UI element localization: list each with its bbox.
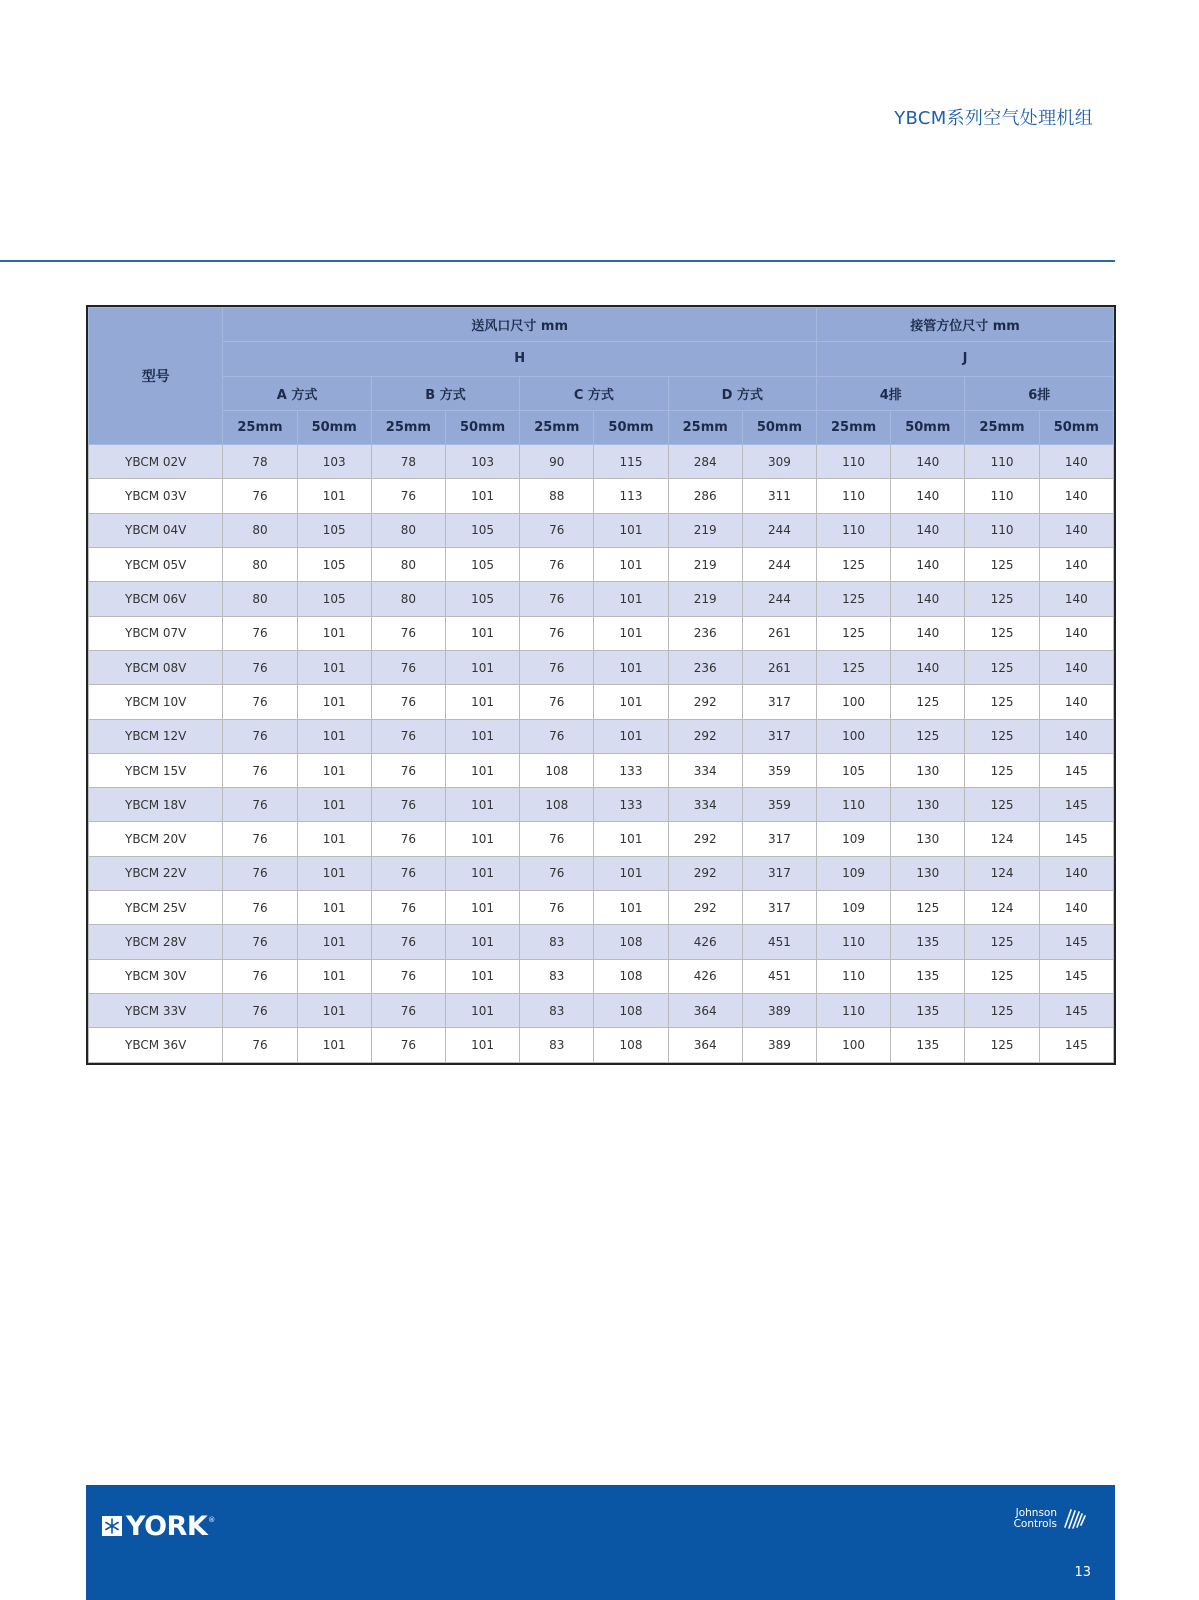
value-cell: 364: [668, 993, 742, 1027]
york-logo: [102, 1510, 216, 1542]
value-cell: 140: [1039, 513, 1113, 547]
value-cell: 105: [297, 548, 371, 582]
value-cell: 140: [1039, 685, 1113, 719]
value-cell: 124: [965, 822, 1039, 856]
value-cell: 219: [668, 513, 742, 547]
value-cell: 76: [371, 925, 445, 959]
value-cell: 286: [668, 479, 742, 513]
value-cell: 451: [742, 925, 816, 959]
value-cell: 125: [965, 548, 1039, 582]
value-cell: 109: [817, 822, 891, 856]
value-cell: 135: [891, 993, 965, 1027]
value-cell: 101: [594, 822, 668, 856]
value-cell: 76: [223, 993, 297, 1027]
value-cell: 101: [446, 891, 520, 925]
value-cell: 78: [223, 445, 297, 479]
value-cell: 101: [446, 788, 520, 822]
value-cell: 317: [742, 685, 816, 719]
table-row: [89, 1028, 1114, 1062]
value-cell: 101: [297, 891, 371, 925]
value-cell: 101: [446, 1028, 520, 1062]
value-cell: 76: [520, 822, 594, 856]
value-cell: 135: [891, 925, 965, 959]
value-cell: 292: [668, 719, 742, 753]
value-cell: 125: [965, 650, 1039, 684]
value-cell: 334: [668, 788, 742, 822]
value-cell: 133: [594, 788, 668, 822]
thickness-header: 25mm: [668, 410, 742, 444]
value-cell: 317: [742, 822, 816, 856]
value-cell: 101: [297, 650, 371, 684]
value-cell: 80: [223, 513, 297, 547]
h-subheader: H: [223, 342, 817, 376]
value-cell: 101: [297, 616, 371, 650]
thickness-header: 50mm: [297, 410, 371, 444]
value-cell: 83: [520, 925, 594, 959]
value-cell: 83: [520, 959, 594, 993]
value-cell: 101: [446, 856, 520, 890]
model-cell: YBCM 06V: [89, 582, 223, 616]
value-cell: 110: [817, 959, 891, 993]
value-cell: 76: [371, 753, 445, 787]
table-row: [89, 582, 1114, 616]
value-cell: 140: [1039, 582, 1113, 616]
value-cell: 125: [965, 1028, 1039, 1062]
value-cell: 76: [520, 582, 594, 616]
value-cell: 103: [446, 445, 520, 479]
value-cell: 101: [594, 856, 668, 890]
value-cell: 76: [371, 719, 445, 753]
value-cell: 364: [668, 1028, 742, 1062]
value-cell: 101: [446, 685, 520, 719]
value-cell: 76: [223, 753, 297, 787]
value-cell: 125: [965, 582, 1039, 616]
johnson-controls-mark-icon: [1061, 1507, 1087, 1531]
value-cell: 292: [668, 685, 742, 719]
value-cell: 108: [520, 753, 594, 787]
value-cell: 105: [817, 753, 891, 787]
thickness-header: 25mm: [371, 410, 445, 444]
table-row: [89, 479, 1114, 513]
table-row: [89, 788, 1114, 822]
value-cell: 76: [371, 891, 445, 925]
value-cell: 140: [891, 650, 965, 684]
dimension-table: [86, 305, 1116, 1065]
value-cell: 244: [742, 548, 816, 582]
value-cell: 101: [446, 993, 520, 1027]
value-cell: 125: [891, 719, 965, 753]
value-cell: 76: [520, 513, 594, 547]
value-cell: 125: [817, 616, 891, 650]
value-cell: 76: [520, 548, 594, 582]
mode-c-header: C 方式: [520, 376, 668, 410]
value-cell: 140: [1039, 891, 1113, 925]
value-cell: 76: [371, 993, 445, 1027]
model-cell: YBCM 22V: [89, 856, 223, 890]
value-cell: 317: [742, 856, 816, 890]
value-cell: 101: [297, 822, 371, 856]
document-title: YBCM系列空气处理机组: [894, 108, 1093, 129]
value-cell: 101: [297, 479, 371, 513]
value-cell: 125: [965, 788, 1039, 822]
value-cell: 219: [668, 548, 742, 582]
value-cell: 140: [891, 548, 965, 582]
model-cell: YBCM 33V: [89, 993, 223, 1027]
value-cell: 145: [1039, 993, 1113, 1027]
value-cell: 135: [891, 1028, 965, 1062]
value-cell: 110: [965, 513, 1039, 547]
value-cell: 110: [817, 925, 891, 959]
model-cell: YBCM 03V: [89, 479, 223, 513]
value-cell: 125: [817, 548, 891, 582]
value-cell: 125: [965, 959, 1039, 993]
value-cell: 76: [223, 925, 297, 959]
table-row: [89, 445, 1114, 479]
model-cell: YBCM 25V: [89, 891, 223, 925]
value-cell: 76: [371, 822, 445, 856]
value-cell: 76: [223, 959, 297, 993]
value-cell: 76: [223, 1028, 297, 1062]
value-cell: 101: [297, 959, 371, 993]
value-cell: 105: [446, 548, 520, 582]
value-cell: 140: [1039, 548, 1113, 582]
value-cell: 145: [1039, 753, 1113, 787]
value-cell: 130: [891, 856, 965, 890]
value-cell: 145: [1039, 822, 1113, 856]
value-cell: 105: [297, 582, 371, 616]
value-cell: 80: [371, 513, 445, 547]
value-cell: 76: [223, 822, 297, 856]
table-row: [89, 959, 1114, 993]
rows-4-header: 4排: [817, 376, 965, 410]
value-cell: 110: [817, 445, 891, 479]
value-cell: 261: [742, 616, 816, 650]
value-cell: 109: [817, 856, 891, 890]
value-cell: 292: [668, 891, 742, 925]
value-cell: 389: [742, 993, 816, 1027]
table-row: [89, 616, 1114, 650]
value-cell: 389: [742, 1028, 816, 1062]
value-cell: 101: [446, 616, 520, 650]
value-cell: 76: [520, 719, 594, 753]
value-cell: 292: [668, 856, 742, 890]
model-cell: YBCM 28V: [89, 925, 223, 959]
table-row: [89, 650, 1114, 684]
value-cell: 76: [520, 685, 594, 719]
value-cell: 145: [1039, 788, 1113, 822]
model-cell: YBCM 10V: [89, 685, 223, 719]
table-row: [89, 993, 1114, 1027]
value-cell: 101: [446, 925, 520, 959]
model-cell: YBCM 30V: [89, 959, 223, 993]
value-cell: 140: [891, 616, 965, 650]
value-cell: 101: [446, 650, 520, 684]
rows-6-header: 6排: [965, 376, 1114, 410]
value-cell: 101: [297, 685, 371, 719]
value-cell: 76: [371, 685, 445, 719]
value-cell: 110: [817, 513, 891, 547]
model-cell: YBCM 07V: [89, 616, 223, 650]
value-cell: 125: [891, 891, 965, 925]
value-cell: 108: [594, 925, 668, 959]
value-cell: 101: [594, 513, 668, 547]
value-cell: 76: [223, 616, 297, 650]
value-cell: 101: [297, 925, 371, 959]
value-cell: 124: [965, 891, 1039, 925]
thickness-header: 50mm: [1039, 410, 1113, 444]
value-cell: 101: [446, 753, 520, 787]
value-cell: 101: [446, 719, 520, 753]
value-cell: 109: [817, 891, 891, 925]
value-cell: 76: [371, 856, 445, 890]
value-cell: 140: [1039, 616, 1113, 650]
thickness-header: 25mm: [520, 410, 594, 444]
value-cell: 101: [594, 548, 668, 582]
value-cell: 101: [446, 822, 520, 856]
model-cell: YBCM 04V: [89, 513, 223, 547]
page-number: 13: [1074, 1565, 1091, 1580]
table-row: [89, 753, 1114, 787]
model-cell: YBCM 18V: [89, 788, 223, 822]
value-cell: 76: [371, 616, 445, 650]
value-cell: 78: [371, 445, 445, 479]
value-cell: 101: [297, 993, 371, 1027]
model-column-header: 型号: [89, 308, 223, 445]
thickness-header: 50mm: [742, 410, 816, 444]
footer-bar: [86, 1485, 1115, 1600]
value-cell: 309: [742, 445, 816, 479]
value-cell: 334: [668, 753, 742, 787]
thickness-header: 50mm: [594, 410, 668, 444]
value-cell: 110: [965, 479, 1039, 513]
value-cell: 292: [668, 822, 742, 856]
value-cell: 101: [594, 891, 668, 925]
value-cell: 261: [742, 650, 816, 684]
model-cell: YBCM 08V: [89, 650, 223, 684]
value-cell: 130: [891, 753, 965, 787]
table-row: [89, 891, 1114, 925]
value-cell: 115: [594, 445, 668, 479]
value-cell: 110: [817, 788, 891, 822]
value-cell: 140: [891, 513, 965, 547]
value-cell: 108: [594, 1028, 668, 1062]
value-cell: 76: [223, 685, 297, 719]
value-cell: 76: [223, 788, 297, 822]
value-cell: 140: [1039, 719, 1113, 753]
value-cell: 101: [594, 719, 668, 753]
supply-air-header: 送风口尺寸 mm: [223, 308, 817, 342]
value-cell: 110: [817, 993, 891, 1027]
thickness-header: 50mm: [446, 410, 520, 444]
value-cell: 140: [891, 582, 965, 616]
value-cell: 140: [891, 445, 965, 479]
value-cell: 125: [965, 925, 1039, 959]
table-row: [89, 856, 1114, 890]
snowflake-icon: [102, 1516, 122, 1536]
value-cell: 101: [297, 753, 371, 787]
value-cell: 244: [742, 582, 816, 616]
value-cell: 125: [817, 650, 891, 684]
value-cell: 125: [965, 719, 1039, 753]
value-cell: 101: [594, 685, 668, 719]
value-cell: 145: [1039, 925, 1113, 959]
value-cell: 145: [1039, 959, 1113, 993]
value-cell: 108: [594, 959, 668, 993]
value-cell: 76: [520, 616, 594, 650]
table-row: [89, 822, 1114, 856]
value-cell: 101: [594, 616, 668, 650]
table-row: [89, 685, 1114, 719]
model-cell: YBCM 36V: [89, 1028, 223, 1062]
value-cell: 101: [297, 719, 371, 753]
table-row: [89, 925, 1114, 959]
value-cell: 76: [371, 1028, 445, 1062]
jc-line-1: Johnson: [1015, 1507, 1057, 1519]
value-cell: 76: [223, 719, 297, 753]
value-cell: 76: [520, 891, 594, 925]
value-cell: 140: [1039, 650, 1113, 684]
model-cell: YBCM 15V: [89, 753, 223, 787]
value-cell: 236: [668, 616, 742, 650]
value-cell: 100: [817, 719, 891, 753]
table-row: [89, 719, 1114, 753]
value-cell: 140: [891, 479, 965, 513]
value-cell: 80: [371, 582, 445, 616]
thickness-header: 25mm: [965, 410, 1039, 444]
york-wordmark: YORK: [126, 1510, 208, 1542]
value-cell: 317: [742, 891, 816, 925]
value-cell: 125: [965, 753, 1039, 787]
registered-mark: ®: [208, 1516, 216, 1524]
value-cell: 76: [371, 650, 445, 684]
value-cell: 80: [371, 548, 445, 582]
value-cell: 101: [297, 788, 371, 822]
value-cell: 101: [446, 479, 520, 513]
thickness-header: 50mm: [891, 410, 965, 444]
model-cell: YBCM 05V: [89, 548, 223, 582]
value-cell: 76: [223, 891, 297, 925]
value-cell: 105: [446, 513, 520, 547]
value-cell: 76: [223, 479, 297, 513]
value-cell: 140: [1039, 479, 1113, 513]
value-cell: 145: [1039, 1028, 1113, 1062]
thickness-header: 25mm: [817, 410, 891, 444]
johnson-controls-logo: [1014, 1507, 1087, 1531]
value-cell: 125: [817, 582, 891, 616]
value-cell: 88: [520, 479, 594, 513]
value-cell: 110: [817, 479, 891, 513]
value-cell: 219: [668, 582, 742, 616]
value-cell: 426: [668, 959, 742, 993]
value-cell: 124: [965, 856, 1039, 890]
j-subheader: J: [817, 342, 1114, 376]
value-cell: 80: [223, 548, 297, 582]
value-cell: 76: [371, 479, 445, 513]
thickness-header: 25mm: [223, 410, 297, 444]
value-cell: 101: [446, 959, 520, 993]
value-cell: 105: [297, 513, 371, 547]
value-cell: 76: [223, 650, 297, 684]
value-cell: 101: [297, 1028, 371, 1062]
value-cell: 359: [742, 753, 816, 787]
value-cell: 244: [742, 513, 816, 547]
value-cell: 100: [817, 1028, 891, 1062]
model-cell: YBCM 20V: [89, 822, 223, 856]
value-cell: 105: [446, 582, 520, 616]
value-cell: 101: [594, 582, 668, 616]
value-cell: 125: [891, 685, 965, 719]
value-cell: 100: [817, 685, 891, 719]
value-cell: 236: [668, 650, 742, 684]
value-cell: 103: [297, 445, 371, 479]
value-cell: 133: [594, 753, 668, 787]
value-cell: 76: [371, 959, 445, 993]
value-cell: 311: [742, 479, 816, 513]
table-row: [89, 513, 1114, 547]
value-cell: 130: [891, 822, 965, 856]
value-cell: 451: [742, 959, 816, 993]
value-cell: 108: [520, 788, 594, 822]
value-cell: 125: [965, 993, 1039, 1027]
pipe-position-header: 接管方位尺寸 mm: [817, 308, 1114, 342]
table-row: [89, 548, 1114, 582]
mode-d-header: D 方式: [668, 376, 816, 410]
value-cell: 108: [594, 993, 668, 1027]
value-cell: 110: [965, 445, 1039, 479]
value-cell: 90: [520, 445, 594, 479]
model-cell: YBCM 12V: [89, 719, 223, 753]
value-cell: 76: [520, 650, 594, 684]
value-cell: 140: [1039, 856, 1113, 890]
mode-b-header: B 方式: [371, 376, 519, 410]
model-cell: YBCM 02V: [89, 445, 223, 479]
value-cell: 76: [520, 856, 594, 890]
jc-line-2: Controls: [1013, 1518, 1057, 1530]
value-cell: 317: [742, 719, 816, 753]
value-cell: 130: [891, 788, 965, 822]
value-cell: 101: [594, 650, 668, 684]
value-cell: 426: [668, 925, 742, 959]
value-cell: 83: [520, 1028, 594, 1062]
value-cell: 125: [965, 685, 1039, 719]
mode-a-header: A 方式: [223, 376, 371, 410]
value-cell: 101: [297, 856, 371, 890]
header-divider: [0, 260, 1115, 262]
value-cell: 125: [965, 616, 1039, 650]
value-cell: 284: [668, 445, 742, 479]
value-cell: 113: [594, 479, 668, 513]
value-cell: 80: [223, 582, 297, 616]
value-cell: 359: [742, 788, 816, 822]
value-cell: 83: [520, 993, 594, 1027]
value-cell: 76: [371, 788, 445, 822]
value-cell: 140: [1039, 445, 1113, 479]
value-cell: 76: [223, 856, 297, 890]
value-cell: 135: [891, 959, 965, 993]
